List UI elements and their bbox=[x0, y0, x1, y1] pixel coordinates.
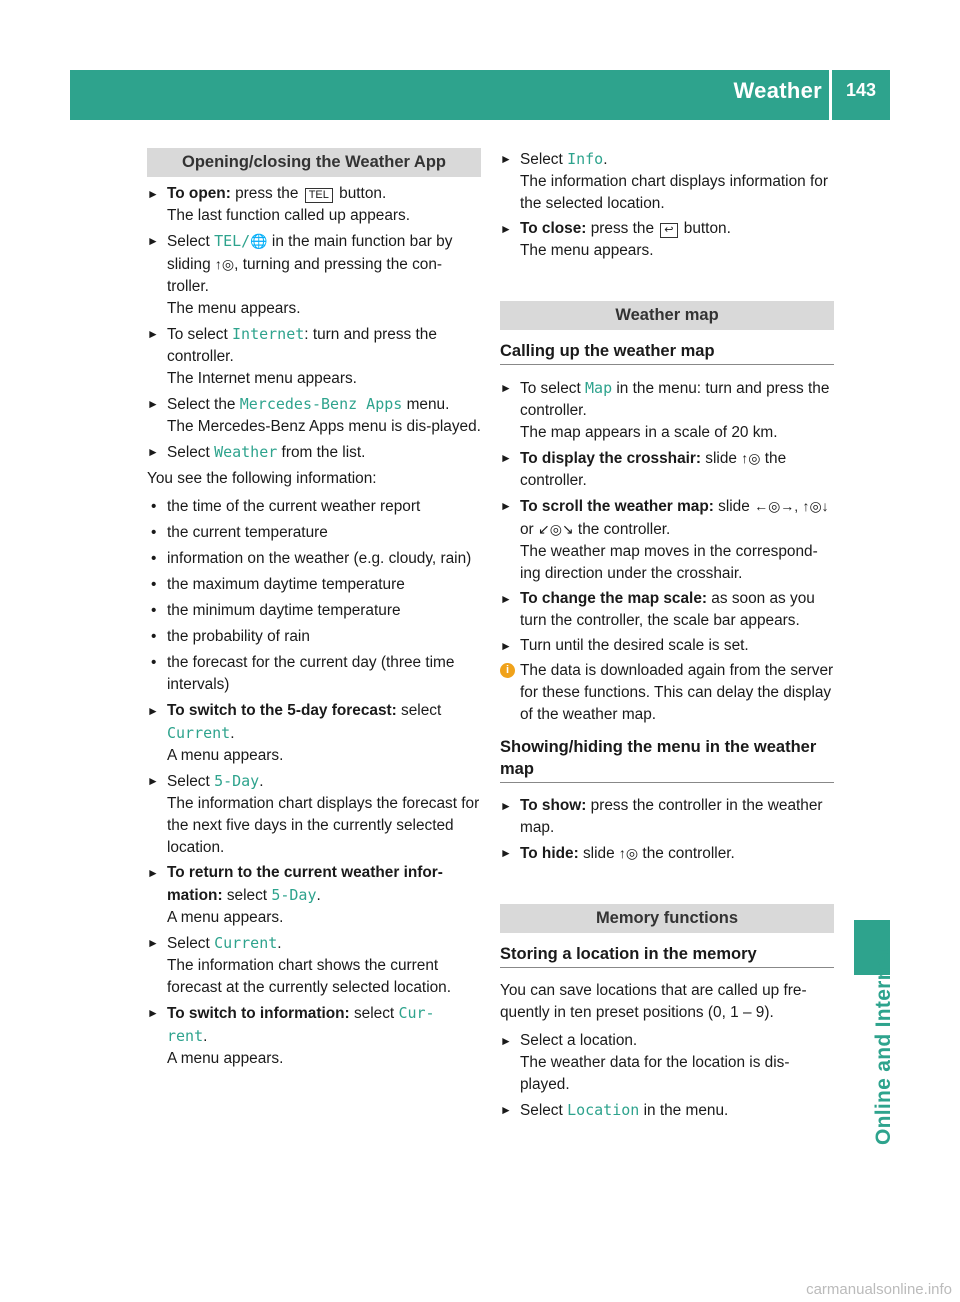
step-text: Turn until the desired scale is set. bbox=[520, 637, 749, 654]
step-text: To select bbox=[520, 380, 586, 397]
step-arrow-icon: ► bbox=[500, 381, 512, 395]
step-result: The menu appears. bbox=[167, 300, 301, 317]
step-arrow-icon: ► bbox=[500, 799, 512, 813]
list-item-text: the forecast for the current day (three time intervals) bbox=[167, 654, 455, 693]
step-text: Select bbox=[520, 151, 568, 168]
info-intro: You see the following information: bbox=[147, 470, 377, 487]
step-select-map bbox=[500, 377, 834, 444]
step-text: . bbox=[259, 773, 264, 790]
slide-diagonal-controller-icon: ↙◎↘ bbox=[537, 521, 574, 537]
step-label: To hide: bbox=[520, 845, 579, 862]
step-text: press the controller in the weather map. bbox=[520, 797, 823, 836]
step-text: . bbox=[603, 151, 608, 168]
step-5day bbox=[147, 700, 481, 767]
step-text: Select the bbox=[167, 396, 240, 413]
heading-calling-map: Calling up the weather map bbox=[500, 340, 834, 365]
step-result: A menu appears. bbox=[167, 1050, 284, 1067]
step-label: To scroll the weather map: bbox=[520, 498, 714, 515]
heading-storing-location: Storing a location in the memory bbox=[500, 943, 834, 968]
step-arrow-icon: ► bbox=[500, 639, 512, 653]
step-text: button. bbox=[334, 185, 387, 202]
step-result: The Mercedes-Benz Apps menu is dis-played. bbox=[167, 418, 481, 435]
bullet-icon: • bbox=[151, 654, 157, 671]
step-arrow-icon: ► bbox=[500, 152, 512, 166]
list-item bbox=[147, 522, 481, 544]
step-result: The menu appears. bbox=[520, 242, 654, 259]
step-label: To change the map scale: bbox=[520, 590, 708, 607]
menu-item-tel: TEL/ bbox=[214, 232, 251, 250]
back-key-icon: ↩ bbox=[660, 223, 677, 238]
page-number: 143 bbox=[845, 80, 877, 100]
step-arrow-icon: ► bbox=[500, 222, 512, 236]
step-text: press the bbox=[586, 220, 659, 237]
list-item-text: the current temperature bbox=[167, 524, 328, 541]
tel-key-icon: TEL bbox=[305, 188, 333, 203]
step-show bbox=[500, 795, 834, 839]
step-result: The last function called up appears. bbox=[167, 207, 410, 224]
step-text: Select bbox=[167, 773, 215, 790]
list-item bbox=[147, 600, 481, 622]
step-label: To display the crosshair: bbox=[520, 450, 702, 467]
slide-up-controller-icon: ↑◎ bbox=[618, 845, 639, 861]
step-text: select bbox=[222, 887, 272, 904]
step-select-tel bbox=[147, 230, 481, 320]
step-result: The weather data for the location is dis-played. bbox=[520, 1054, 790, 1093]
step-arrow-icon: ► bbox=[500, 451, 512, 465]
step-arrow-icon: ► bbox=[500, 1034, 512, 1048]
menu-item-current: Current bbox=[214, 934, 278, 952]
step-return-current bbox=[147, 862, 481, 929]
step-text: Select bbox=[167, 935, 215, 952]
step-arrow-icon: ► bbox=[147, 445, 159, 459]
step-text: . bbox=[230, 725, 235, 742]
menu-item-internet: Internet bbox=[232, 325, 305, 343]
list-item bbox=[147, 652, 481, 696]
step-text: in the main function bar by sliding bbox=[167, 233, 453, 273]
page-header bbox=[70, 70, 890, 120]
list-item-text: the minimum daytime temperature bbox=[167, 602, 401, 619]
menu-item-map: Map bbox=[585, 379, 613, 397]
step-text: slide bbox=[701, 450, 742, 467]
step-label: To open: bbox=[167, 185, 231, 202]
step-arrow-icon: ► bbox=[147, 774, 159, 788]
slide-up-down-controller-icon: ↑◎↓ bbox=[802, 498, 829, 514]
step-result: A menu appears. bbox=[167, 909, 284, 926]
menu-item-current: Cur‐ rent bbox=[167, 1004, 435, 1045]
step-result: The information chart shows the current forecast at the currently selected location. bbox=[167, 957, 452, 996]
menu-item-current: Current bbox=[167, 724, 231, 742]
bullet-icon: • bbox=[151, 550, 157, 567]
header-divider bbox=[829, 70, 832, 120]
step-text: the controller. bbox=[573, 521, 671, 538]
step-result: The information chart displays information for the selected location. bbox=[520, 173, 828, 212]
step-arrow-icon: ► bbox=[147, 866, 159, 880]
step-text: . bbox=[316, 887, 321, 904]
step-hide bbox=[500, 842, 834, 865]
right-column bbox=[500, 148, 834, 1125]
step-text: from the list. bbox=[277, 444, 366, 461]
step-text: : turn and press the controller. bbox=[167, 326, 437, 365]
list-item-text: the time of the current weather report bbox=[167, 498, 421, 515]
step-text: Select a location. bbox=[520, 1032, 638, 1049]
bullet-icon: • bbox=[151, 576, 157, 593]
menu-item-info: Info bbox=[567, 150, 604, 168]
step-arrow-icon: ► bbox=[147, 936, 159, 950]
list-item bbox=[147, 574, 481, 596]
step-arrow-icon: ► bbox=[500, 846, 512, 860]
step-arrow-icon: ► bbox=[147, 397, 159, 411]
step-text: Select bbox=[520, 1102, 568, 1119]
step-text: . bbox=[277, 935, 282, 952]
side-section-label: Online and Internet bbox=[872, 947, 895, 1145]
step-text: Select bbox=[167, 233, 215, 250]
step-text: , turning and pressing the con-troller. bbox=[167, 256, 443, 295]
bullet-icon: • bbox=[151, 602, 157, 619]
info-note bbox=[500, 660, 834, 726]
step-map-scale bbox=[500, 588, 834, 632]
step-label: To show: bbox=[520, 797, 587, 814]
step-text: in the menu: turn and press the controller. bbox=[520, 380, 830, 419]
step-text: select bbox=[349, 1005, 399, 1022]
step-arrow-icon: ► bbox=[500, 1103, 512, 1117]
step-text: select bbox=[396, 702, 442, 719]
step-text: as soon as you turn the controller, the scale bar appears. bbox=[520, 590, 815, 629]
step-text: press the bbox=[230, 185, 303, 202]
list-item bbox=[147, 496, 481, 518]
menu-item-5day: 5-Day bbox=[214, 772, 260, 790]
step-arrow-icon: ► bbox=[147, 1006, 159, 1020]
section-bar-opening: Opening/closing the Weather App bbox=[147, 148, 481, 177]
memory-intro: You can save locations that are called up fre-quently in ten preset positions (0, 1 – 9). bbox=[500, 982, 807, 1021]
menu-item-location: Location bbox=[567, 1101, 640, 1119]
slide-up-controller-icon: ↑◎ bbox=[214, 256, 235, 272]
step-select-weather bbox=[147, 441, 481, 464]
step-label: To close: bbox=[520, 220, 587, 237]
step-text: slide bbox=[578, 845, 619, 862]
list-item bbox=[147, 626, 481, 648]
step-text: the controller. bbox=[520, 450, 787, 489]
step-result: The map appears in a scale of 20 km. bbox=[520, 424, 778, 441]
step-text: menu. bbox=[402, 396, 450, 413]
header-title: Weather bbox=[733, 78, 822, 103]
bullet-icon: • bbox=[151, 628, 157, 645]
list-item-text: information on the weather (e.g. cloudy, rain) bbox=[167, 550, 472, 567]
step-text: button. bbox=[679, 220, 731, 237]
step-arrow-icon: ► bbox=[147, 704, 159, 718]
step-arrow-icon: ► bbox=[147, 327, 159, 341]
section-bar-memory: Memory functions bbox=[500, 904, 834, 933]
step-arrow-icon: ► bbox=[147, 187, 159, 201]
step-text: the controller. bbox=[638, 845, 735, 862]
step-select-location-menu bbox=[500, 1099, 834, 1122]
step-select-location bbox=[500, 1030, 834, 1096]
step-result: The weather map moves in the correspond-ing direction under the crosshair. bbox=[520, 543, 818, 582]
slide-left-right-controller-icon: ←◎→, bbox=[754, 498, 799, 514]
step-text: To select bbox=[167, 326, 233, 343]
step-label: To return to the current weather infor-mation: bbox=[167, 864, 443, 904]
left-column bbox=[147, 148, 481, 1073]
step-result: A menu appears. bbox=[167, 747, 284, 764]
menu-item-mercedes-apps: Mercedes-Benz Apps bbox=[239, 395, 403, 413]
note-text: The data is downloaded again from the server for these functions. This can delay the display of the weather map. bbox=[520, 662, 834, 723]
heading-show-hide-menu: Showing/hiding the menu in the weather map bbox=[500, 736, 834, 783]
list-item-text: the probability of rain bbox=[167, 628, 310, 645]
step-text: or bbox=[520, 521, 538, 538]
step-select-apps bbox=[147, 393, 481, 438]
menu-item-5day: 5-Day bbox=[271, 886, 317, 904]
step-label: To switch to the 5-day forecast: bbox=[167, 702, 397, 719]
watermark: carmanualsonline.info bbox=[806, 1281, 952, 1298]
section-bar-weather-map: Weather map bbox=[500, 301, 834, 330]
step-turn-scale bbox=[500, 635, 834, 657]
step-crosshair bbox=[500, 447, 834, 492]
step-select-5day bbox=[147, 770, 481, 859]
step-select-internet bbox=[147, 323, 481, 390]
step-select-current bbox=[147, 932, 481, 999]
bullet-icon: • bbox=[151, 498, 157, 515]
step-label: To switch to information: bbox=[167, 1005, 350, 1022]
step-result: The Internet menu appears. bbox=[167, 370, 357, 387]
list-item bbox=[147, 548, 481, 570]
step-scroll-map bbox=[500, 495, 834, 585]
step-select-info bbox=[500, 148, 834, 215]
menu-item-weather: Weather bbox=[214, 443, 278, 461]
globe-icon: 🌐 bbox=[250, 233, 268, 249]
step-switch-info bbox=[147, 1002, 481, 1070]
step-result: The information chart displays the forecast for the next five days in the currently selected location. bbox=[167, 795, 480, 856]
info-icon: i bbox=[500, 663, 515, 678]
step-text: in the menu. bbox=[639, 1102, 729, 1119]
step-text: slide bbox=[713, 498, 755, 515]
step-arrow-icon: ► bbox=[500, 499, 512, 513]
bullet-icon: • bbox=[151, 524, 157, 541]
step-text: Select bbox=[167, 444, 215, 461]
step-open bbox=[147, 183, 481, 227]
step-close bbox=[500, 218, 834, 262]
list-item-text: the maximum daytime temperature bbox=[167, 576, 405, 593]
step-arrow-icon: ► bbox=[147, 234, 159, 248]
step-text: . bbox=[203, 1028, 208, 1045]
slide-up-controller-icon: ↑◎ bbox=[741, 450, 761, 466]
step-arrow-icon: ► bbox=[500, 592, 512, 606]
